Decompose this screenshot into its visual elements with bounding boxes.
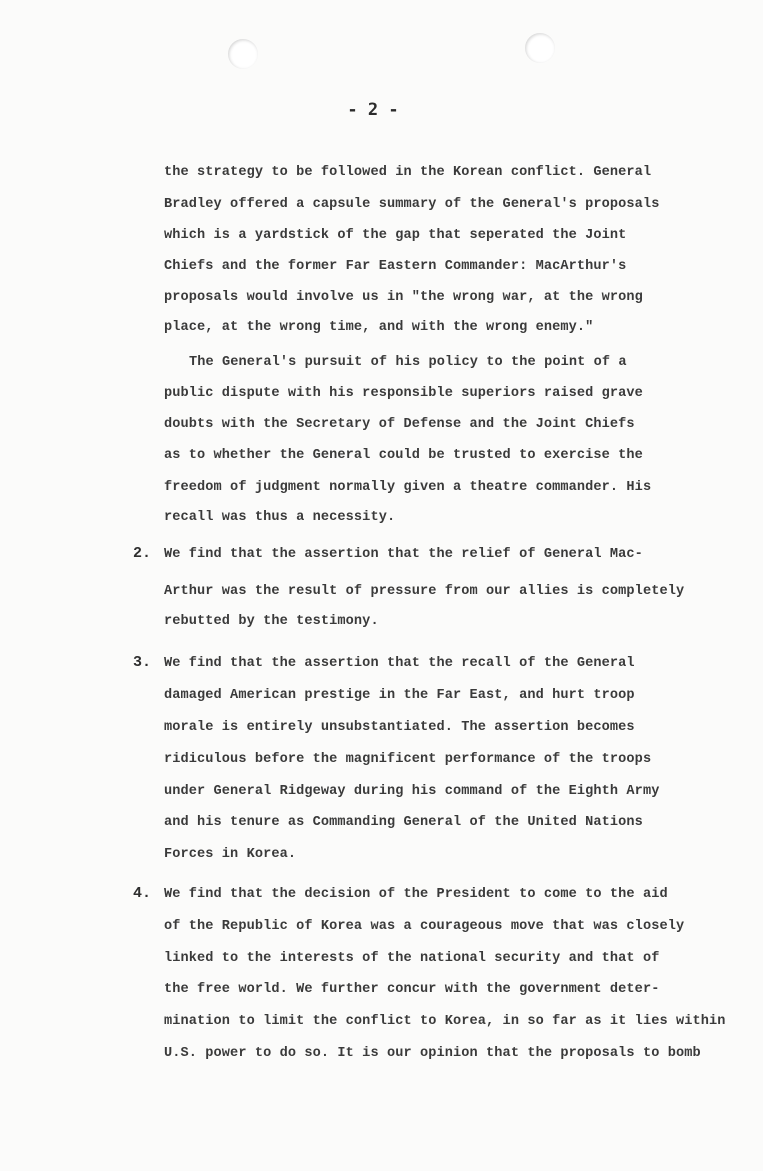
page-number: - 2 - <box>347 100 399 120</box>
text-line: We find that the decision of the President to come to the aid <box>164 887 668 902</box>
punch-hole <box>228 39 258 69</box>
text-line: The General's pursuit of his policy to the point of a <box>189 355 627 370</box>
text-line: Arthur was the result of pressure from our allies is completely <box>164 584 685 599</box>
text-line: public dispute with his responsible superiors raised grave <box>164 386 643 401</box>
text-line: linked to the interests of the national security and that of <box>164 951 660 966</box>
text-line: recall was thus a necessity. <box>164 510 396 525</box>
text-line: mination to limit the conflict to Korea, in so far as it lies within <box>164 1014 726 1029</box>
list-number: 2. <box>133 545 152 562</box>
text-line: morale is entirely unsubstantiated. The assertion becomes <box>164 720 635 735</box>
text-line: the strategy to be followed in the Korean conflict. General <box>164 165 652 180</box>
text-line: place, at the wrong time, and with the wrong enemy." <box>164 320 594 335</box>
text-line: Forces in Korea. <box>164 847 297 862</box>
text-line: U.S. power to do so. It is our opinion that the proposals to bomb <box>164 1046 701 1061</box>
text-line: Bradley offered a capsule summary of the General's proposals <box>164 197 660 212</box>
text-line: We find that the assertion that the relief of General Mac- <box>164 547 643 562</box>
text-line: the free world. We further concur with the government deter- <box>164 982 660 997</box>
text-line: We find that the assertion that the recall of the General <box>164 656 635 671</box>
text-line: under General Ridgeway during his command of the Eighth Army <box>164 784 660 799</box>
text-line: of the Republic of Korea was a courageous move that was closely <box>164 919 685 934</box>
text-line: and his tenure as Commanding General of the United Nations <box>164 815 643 830</box>
text-line: as to whether the General could be trusted to exercise the <box>164 448 643 463</box>
text-line: which is a yardstick of the gap that seperated the Joint <box>164 228 627 243</box>
text-line: ridiculous before the magnificent performance of the troops <box>164 752 652 767</box>
text-line: freedom of judgment normally given a theatre commander. His <box>164 480 652 495</box>
text-line: doubts with the Secretary of Defense and the Joint Chiefs <box>164 417 635 432</box>
list-number: 4. <box>133 885 152 902</box>
list-number: 3. <box>133 654 152 671</box>
punch-hole <box>525 33 555 63</box>
text-line: damaged American prestige in the Far East, and hurt troop <box>164 688 635 703</box>
text-line: proposals would involve us in "the wrong war, at the wrong <box>164 290 643 305</box>
text-line: Chiefs and the former Far Eastern Commander: MacArthur's <box>164 259 627 274</box>
text-line: rebutted by the testimony. <box>164 614 379 629</box>
